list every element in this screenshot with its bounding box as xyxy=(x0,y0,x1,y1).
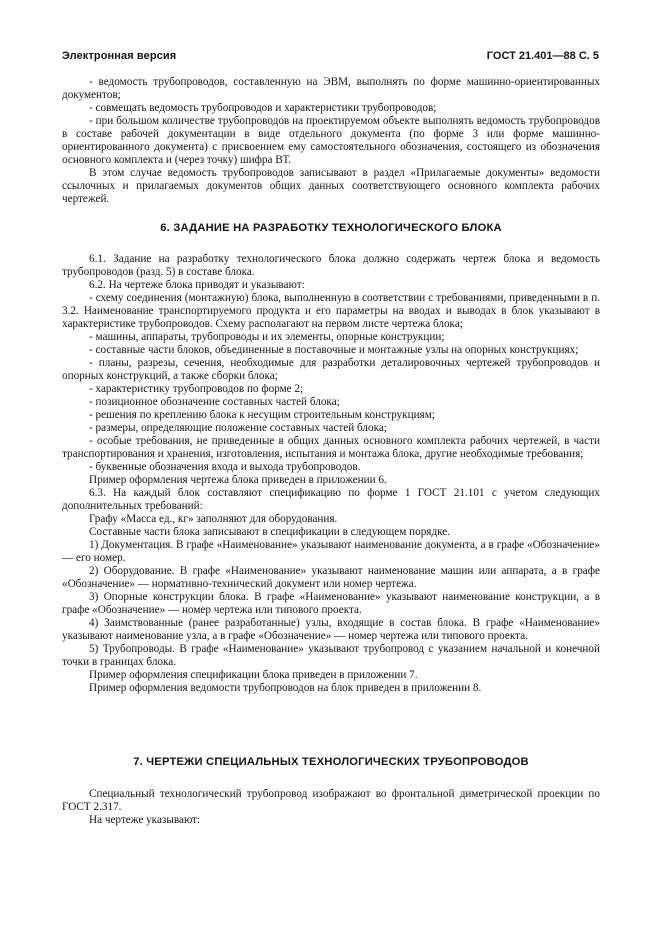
block-pipelines-list xyxy=(62,76,600,206)
paragraph: - машины, аппараты, трубопроводы и их элементы, опорные конструкции; xyxy=(89,331,445,343)
paragraph: - буквенные обозначения входа и выхода трубопроводов. xyxy=(89,461,361,473)
paragraph: Пример оформления спецификации блока приведен в приложении 7. xyxy=(89,669,418,681)
paragraph: Пример оформления чертежа блока приведен в приложении 6. xyxy=(89,474,387,486)
section-7-body xyxy=(62,788,600,827)
paragraph: - при большом количестве трубопроводов на проектируемом объекте выполнять ведомость трубопроводов в составе рабочей документации в виде отдельного документа (по форме 3 или форме машинно-ориентированного документа) с присвоением ему самостоятельного обозначения, состоящего из обозначения основного комплекта и (через точку) шифра ВТ. xyxy=(62,115,600,166)
section-7-title: 7. ЧЕРТЕЖИ СПЕЦИАЛЬНЫХ ТЕХНОЛОГИЧЕСКИХ ТРУБОПРОВОДОВ xyxy=(133,756,529,768)
paragraph: 4) Заимствованные (ранее разработанные) узлы, входящие в состав блока. В графе «Наименование» указывают наименование узла, а в графе «Обозначение» — номер чертежа или типового проекта. xyxy=(62,617,600,642)
paragraph: В этом случае ведомость трубопроводов записывают в раздел «Прилагаемые документы» ведомости ссылочных и прилагаемых документов общих данных соответствующего основного комплекта рабочих чертежей. xyxy=(62,167,600,205)
paragraph: Составные части блока записывают в спецификации в следующем порядке. xyxy=(89,526,451,538)
paragraph: - размеры, определяющие положение составных частей блока; xyxy=(89,422,387,434)
section-6-body xyxy=(62,253,600,695)
paragraph: 6.3. На каждый блок составляют спецификацию по форме 1 ГОСТ 21.101 с учетом следующих дополнительных требований: xyxy=(62,487,600,512)
edition-label: Электронная версия xyxy=(62,50,177,62)
paragraph: - особые требования, не приведенные в общих данных основного комплекта рабочих чертежей, в части транспортирования и хранения, изготовления, испытания и монтажа блока, другие необходимые требования; xyxy=(62,435,600,460)
paragraph: 6.2. На чертеже блока приводят и указывают: xyxy=(89,279,305,291)
paragraph: - составные части блоков, объединенные в поставочные и монтажные узлы на опорных конструкциях; xyxy=(89,344,579,356)
paragraph: 2) Оборудование. В графе «Наименование» указывают наименование машин или аппарата, а в графе «Обозначение» — нормативно-технический документ или номер чертежа. xyxy=(62,565,600,590)
paragraph: - характеристику трубопроводов по форме 2; xyxy=(89,383,304,395)
paragraph: - схему соединения (монтажную) блока, выполненную в соответствии с требованиями, приведенными в п. 3.2. Наименование транспортируемого продукта и его параметры на вводах и выводах в блок указывают в характеристике трубопроводов. Схему располагают на первом листе чертежа блока; xyxy=(62,292,600,330)
section-6-title: 6. ЗАДАНИЕ НА РАЗРАБОТКУ ТЕХНОЛОГИЧЕСКОГО БЛОКА xyxy=(160,222,502,234)
paragraph: - совмещать ведомость трубопроводов и характеристики трубопроводов; xyxy=(89,102,437,114)
paragraph: 5) Трубопроводы. В графе «Наименование» указывают трубопровод с указанием начальной и конечной точки в границах блока. xyxy=(62,643,600,668)
paragraph: Графу «Масса ед., кг» заполняют для оборудования. xyxy=(89,513,338,525)
paragraph: 3) Опорные конструкции блока. В графе «Наименование» указывают наименование конструкции, а в графе «Обозначение» — номер чертежа или типового проекта. xyxy=(62,591,600,616)
paragraph: - ведомость трубопроводов, составленную на ЭВМ, выполнять по форме машинно-ориентированных документов; xyxy=(62,76,600,101)
paragraph: Пример оформления ведомости трубопроводов на блок приведен в приложении 8. xyxy=(89,682,482,694)
paragraph: Специальный технологический трубопровод изображают во фронтальной диметрической проекции по ГОСТ 2.317. xyxy=(62,788,600,813)
paragraph: - решения по креплению блока к несущим строительным конструкциям; xyxy=(89,409,435,421)
paragraph: - позиционное обозначение составных частей блока; xyxy=(89,396,340,408)
paragraph: - планы, разрезы, сечения, необходимые для разработки деталировочных чертежей трубопроводов и опорных конструкций, а также сборки блока; xyxy=(62,357,600,382)
paragraph: На чертеже указывают: xyxy=(89,814,201,826)
standard-page-number: ГОСТ 21.401—88 С. 5 xyxy=(486,50,599,62)
paragraph: 1) Документация. В графе «Наименование» указывают наименование документа, а в графе «Обозначение» — его номер. xyxy=(62,539,600,564)
paragraph: 6.1. Задание на разработку технологического блока должно содержать чертеж блока и ведомость трубопроводов (разд. 5) в составе блока. xyxy=(62,253,600,278)
